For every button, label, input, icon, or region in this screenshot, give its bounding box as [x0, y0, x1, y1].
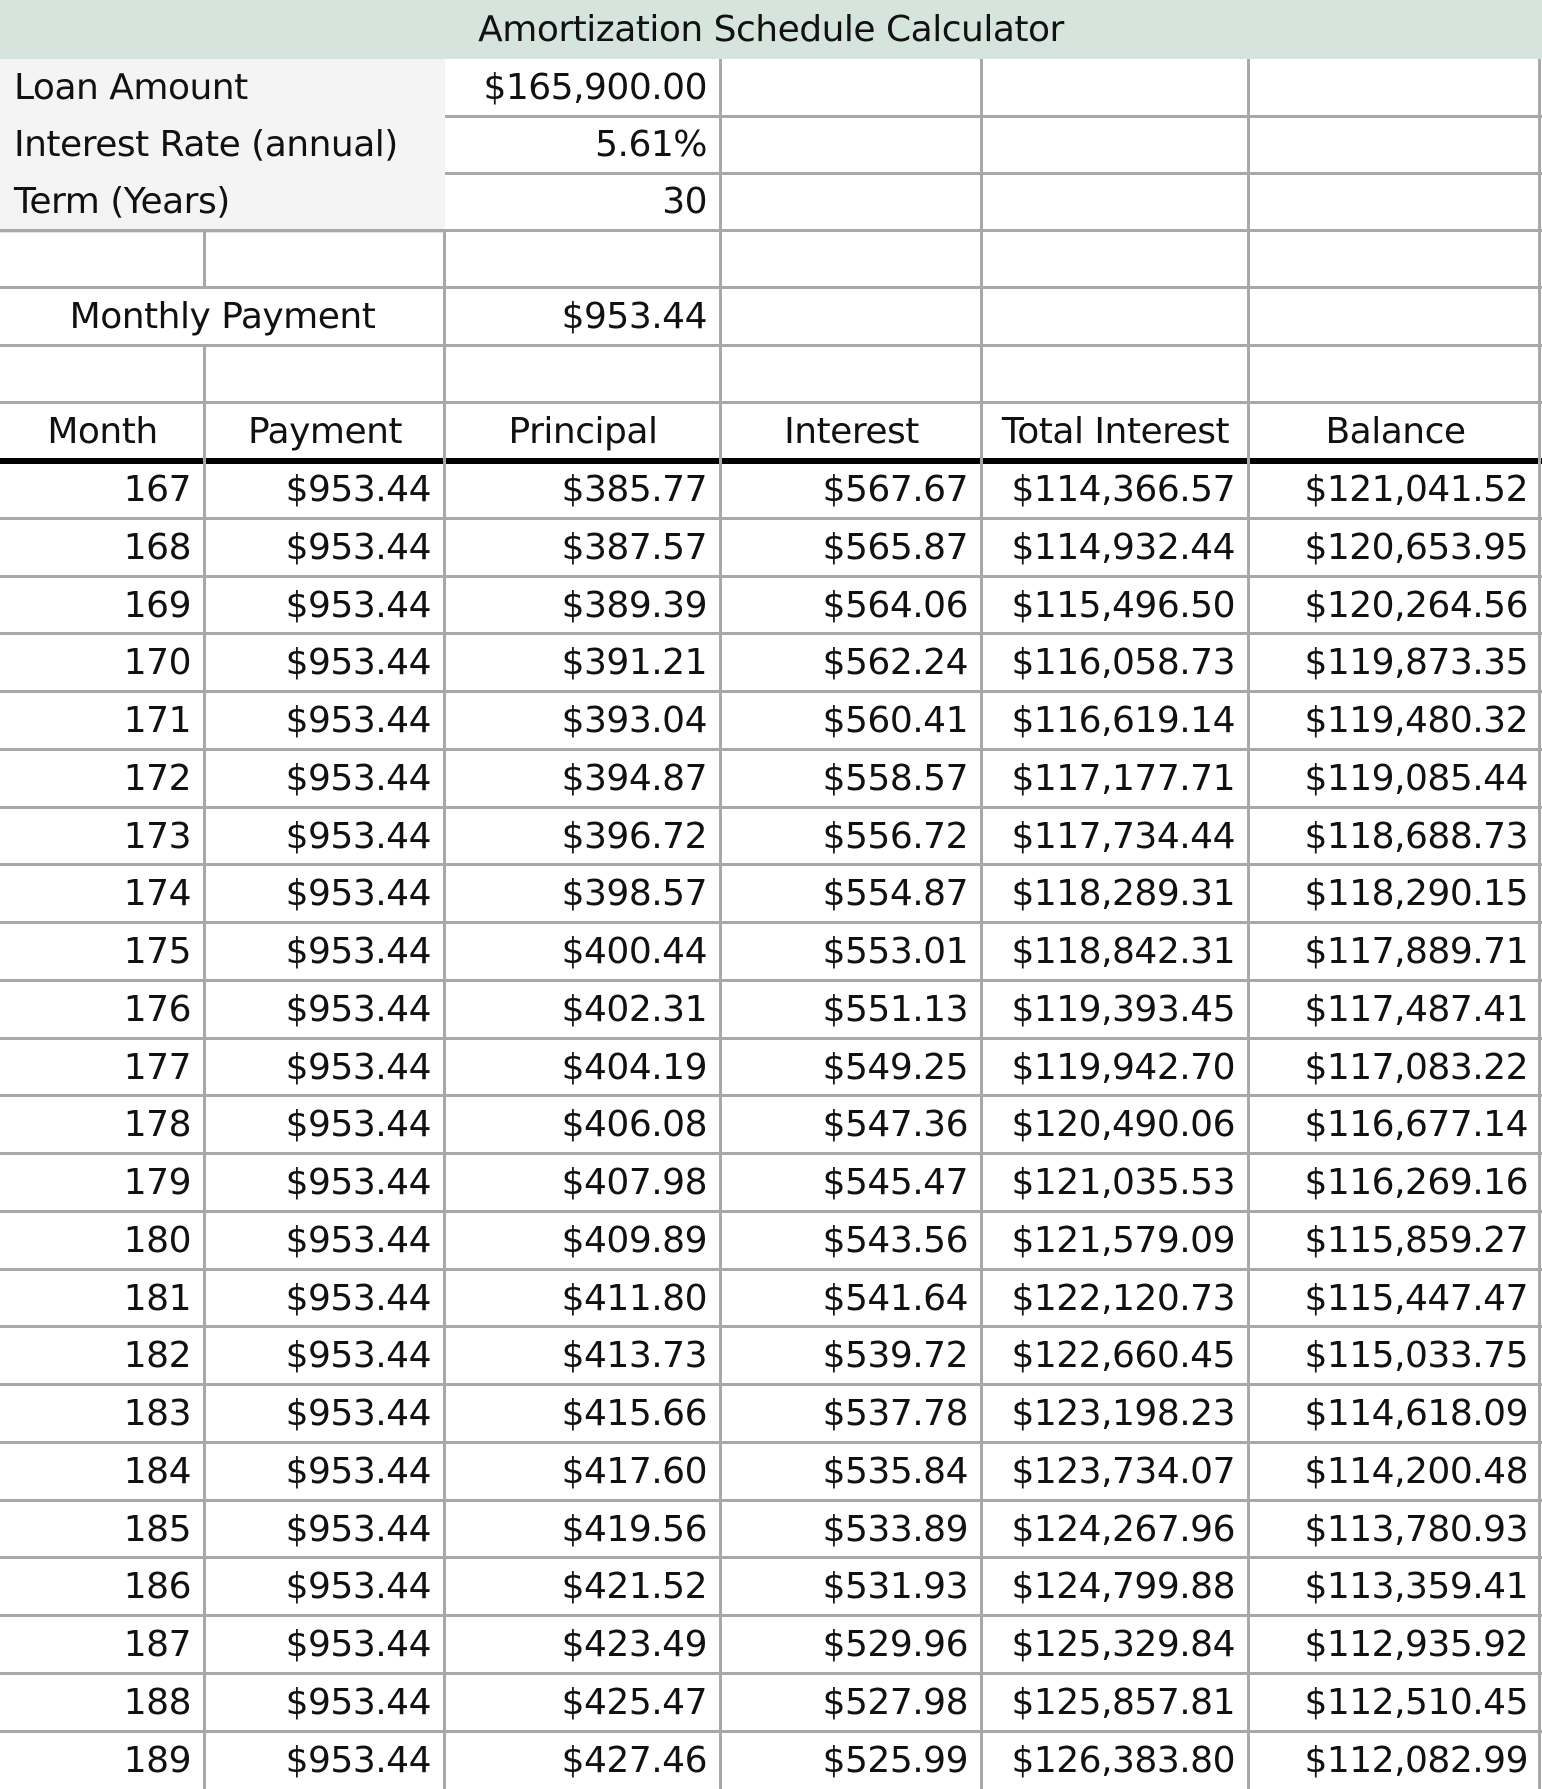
cell-principal[interactable]: $409.89	[561, 1219, 707, 1261]
cell-principal[interactable]: $402.31	[561, 988, 707, 1030]
cell-interest[interactable]: $543.56	[822, 1219, 968, 1261]
cell-payment[interactable]: $953.44	[285, 815, 431, 857]
cell-balance[interactable]: $120,264.56	[1304, 584, 1528, 626]
cell-payment[interactable]: $953.44	[285, 757, 431, 799]
cell-month[interactable]: 175	[123, 931, 191, 972]
cell-total-interest[interactable]: $114,366.57	[1011, 469, 1235, 510]
grid-hline	[0, 1441, 1542, 1444]
cell-principal[interactable]: $415.66	[561, 1393, 707, 1434]
cell-interest[interactable]: $556.72	[822, 815, 968, 857]
grid-hline	[0, 1037, 1542, 1040]
cell-month[interactable]: 185	[123, 1508, 191, 1550]
cell-principal[interactable]: $425.47	[561, 1681, 707, 1723]
cell-principal[interactable]: $398.57	[561, 873, 707, 915]
grid-hline	[0, 1210, 1542, 1213]
cell-payment[interactable]: $953.44	[285, 700, 431, 741]
loan-amount-label: Loan Amount	[14, 67, 248, 108]
grid-vline	[980, 59, 983, 1789]
grid-vline	[1538, 59, 1541, 1789]
cell-month[interactable]: 173	[123, 815, 191, 857]
cell-principal[interactable]: $417.60	[561, 1450, 707, 1492]
grid-hline	[0, 921, 1542, 924]
cell-total-interest[interactable]: $121,035.53	[1011, 1162, 1235, 1203]
cell-balance[interactable]: $115,033.75	[1304, 1335, 1528, 1377]
grid-hline	[0, 1730, 1542, 1733]
cell-principal[interactable]: $421.52	[561, 1566, 707, 1608]
cell-interest[interactable]: $565.87	[822, 526, 968, 568]
cell-total-interest[interactable]: $118,289.31	[1011, 873, 1235, 915]
cell-interest[interactable]: $527.98	[822, 1681, 968, 1723]
cell-month[interactable]: 174	[123, 873, 191, 915]
cell-total-interest[interactable]: $126,383.80	[1011, 1739, 1235, 1781]
cell-balance[interactable]: $118,290.15	[1304, 873, 1528, 915]
cell-interest[interactable]: $558.57	[822, 757, 968, 799]
cell-balance[interactable]: $112,082.99	[1304, 1739, 1528, 1781]
cell-balance[interactable]: $114,200.48	[1304, 1450, 1528, 1492]
column-header-principal[interactable]: Principal	[508, 411, 658, 452]
cell-balance[interactable]: $120,653.95	[1304, 526, 1528, 568]
cell-month[interactable]: 170	[123, 642, 191, 684]
cell-month[interactable]: 171	[123, 700, 191, 741]
cell-balance[interactable]: $117,083.22	[1304, 1046, 1528, 1088]
cell-principal[interactable]: $400.44	[561, 931, 707, 972]
grid-hline	[0, 575, 1542, 578]
cell-payment[interactable]: $953.44	[285, 873, 431, 915]
cell-payment[interactable]: $953.44	[285, 1219, 431, 1261]
cell-total-interest[interactable]: $116,058.73	[1011, 642, 1235, 684]
grid-hline	[0, 1672, 1542, 1675]
cell-principal[interactable]: $406.08	[561, 1104, 707, 1146]
cell-total-interest[interactable]: $125,329.84	[1011, 1624, 1235, 1665]
cell-payment[interactable]: $953.44	[285, 1393, 431, 1434]
cell-total-interest[interactable]: $124,267.96	[1011, 1508, 1235, 1550]
cell-interest[interactable]: $537.78	[822, 1393, 968, 1434]
cell-principal[interactable]: $393.04	[561, 700, 707, 741]
cell-payment[interactable]: $953.44	[285, 1681, 431, 1723]
grid-hline	[0, 1268, 1542, 1271]
cell-interest[interactable]: $539.72	[822, 1335, 968, 1377]
cell-interest[interactable]: $562.24	[822, 642, 968, 684]
term-cell[interactable]: 30	[662, 181, 707, 222]
grid-vline	[719, 59, 722, 1789]
grid-hline	[0, 344, 1542, 347]
grid-hline	[0, 229, 1542, 232]
grid-hline	[0, 806, 1542, 809]
grid-hline	[0, 401, 1542, 404]
cell-principal[interactable]: $419.56	[561, 1508, 707, 1550]
cell-payment[interactable]: $953.44	[285, 988, 431, 1030]
cell-payment[interactable]: $953.44	[285, 1335, 431, 1377]
cell-total-interest[interactable]: $120,490.06	[1011, 1104, 1235, 1146]
cell-payment[interactable]: $953.44	[285, 931, 431, 972]
cell-month[interactable]: 177	[123, 1046, 191, 1088]
cell-interest[interactable]: $533.89	[822, 1508, 968, 1550]
cell-balance[interactable]: $117,889.71	[1304, 931, 1528, 972]
cell-payment[interactable]: $953.44	[285, 1566, 431, 1608]
cell-payment[interactable]: $953.44	[285, 1450, 431, 1492]
cell-balance[interactable]: $113,359.41	[1304, 1566, 1528, 1608]
grid-hline	[0, 1499, 1542, 1502]
cell-month[interactable]: 183	[123, 1393, 191, 1434]
cell-payment[interactable]: $953.44	[285, 1162, 431, 1203]
cell-principal[interactable]: $394.87	[561, 757, 707, 799]
cell-payment[interactable]: $953.44	[285, 1624, 431, 1665]
cell-balance[interactable]: $121,041.52	[1304, 469, 1528, 510]
cell-total-interest[interactable]: $124,799.88	[1011, 1566, 1235, 1608]
cell-payment[interactable]: $953.44	[285, 1046, 431, 1088]
cell-month[interactable]: 189	[123, 1739, 191, 1781]
cell-interest[interactable]: $535.84	[822, 1450, 968, 1492]
cell-interest[interactable]: $567.67	[822, 469, 968, 510]
cell-interest[interactable]: $529.96	[822, 1624, 968, 1665]
grid-hline	[445, 172, 1542, 175]
cell-month[interactable]: 179	[123, 1162, 191, 1203]
cell-balance[interactable]: $117,487.41	[1304, 988, 1528, 1030]
cell-payment[interactable]: $953.44	[285, 1104, 431, 1146]
grid-hline	[0, 632, 1542, 635]
cell-interest[interactable]: $564.06	[822, 584, 968, 626]
monthly-payment-label: Monthly Payment	[69, 296, 376, 337]
cell-total-interest[interactable]: $123,734.07	[1011, 1450, 1235, 1492]
monthly-payment-cell[interactable]: $953.44	[561, 296, 707, 337]
cell-balance[interactable]: $118,688.73	[1304, 815, 1528, 857]
cell-interest[interactable]: $531.93	[822, 1566, 968, 1608]
cell-total-interest[interactable]: $119,393.45	[1011, 988, 1235, 1030]
cell-payment[interactable]: $953.44	[285, 469, 431, 510]
cell-principal[interactable]: $423.49	[561, 1624, 707, 1665]
cell-payment[interactable]: $953.44	[285, 1508, 431, 1550]
grid-vline	[203, 346, 206, 1789]
cell-payment[interactable]: $953.44	[285, 526, 431, 568]
cell-total-interest[interactable]: $119,942.70	[1011, 1046, 1235, 1088]
cell-month[interactable]: 172	[123, 757, 191, 799]
grid-hline	[0, 979, 1542, 982]
cell-payment[interactable]: $953.44	[285, 1277, 431, 1319]
cell-interest[interactable]: $549.25	[822, 1046, 968, 1088]
cell-interest[interactable]: $553.01	[822, 931, 968, 972]
cell-month[interactable]: 169	[123, 584, 191, 626]
interest-rate-cell[interactable]: 5.61%	[595, 124, 707, 165]
cell-balance[interactable]: $115,859.27	[1304, 1219, 1528, 1261]
grid-hline	[0, 1614, 1542, 1617]
cell-total-interest[interactable]: $125,857.81	[1011, 1681, 1235, 1723]
cell-total-interest[interactable]: $117,177.71	[1011, 757, 1235, 799]
cell-principal[interactable]: $385.77	[561, 469, 707, 510]
cell-principal[interactable]: $413.73	[561, 1335, 707, 1377]
grid-hline	[0, 517, 1542, 520]
cell-total-interest[interactable]: $122,660.45	[1011, 1335, 1235, 1377]
sheet-title: Amortization Schedule Calculator	[0, 0, 1542, 59]
cell-total-interest[interactable]: $117,734.44	[1011, 815, 1235, 857]
cell-interest[interactable]: $551.13	[822, 988, 968, 1030]
cell-total-interest[interactable]: $116,619.14	[1011, 700, 1235, 741]
loan-amount-cell[interactable]: $165,900.00	[483, 67, 707, 108]
cell-balance[interactable]: $119,480.32	[1304, 700, 1528, 741]
cell-total-interest[interactable]: $123,198.23	[1011, 1393, 1235, 1434]
term-label: Term (Years)	[14, 181, 230, 222]
cell-month[interactable]: 180	[123, 1219, 191, 1261]
cell-interest[interactable]: $545.47	[822, 1162, 968, 1203]
grid-vline	[443, 229, 446, 1789]
header-rule	[0, 458, 1542, 464]
cell-principal[interactable]: $427.46	[561, 1739, 707, 1781]
cell-balance[interactable]: $119,085.44	[1304, 757, 1528, 799]
cell-balance[interactable]: $113,780.93	[1304, 1508, 1528, 1550]
cell-total-interest[interactable]: $121,579.09	[1011, 1219, 1235, 1261]
grid-hline	[0, 1094, 1542, 1097]
cell-payment[interactable]: $953.44	[285, 1739, 431, 1781]
cell-balance[interactable]: $116,677.14	[1304, 1104, 1528, 1146]
cell-interest[interactable]: $541.64	[822, 1277, 968, 1319]
column-header-total-interest[interactable]: Total Interest	[1001, 411, 1230, 452]
grid-hline	[0, 863, 1542, 866]
cell-balance[interactable]: $115,447.47	[1304, 1277, 1528, 1319]
grid-vline	[203, 231, 206, 286]
grid-hline	[445, 115, 1542, 118]
cell-month[interactable]: 184	[123, 1450, 191, 1492]
cell-total-interest[interactable]: $114,932.44	[1011, 526, 1235, 568]
cell-month[interactable]: 176	[123, 988, 191, 1030]
grid-hline	[0, 690, 1542, 693]
cell-interest[interactable]: $525.99	[822, 1739, 968, 1781]
grid-hline	[0, 1556, 1542, 1559]
cell-balance[interactable]: $116,269.16	[1304, 1162, 1528, 1203]
grid-hline	[0, 1383, 1542, 1386]
grid-hline	[0, 748, 1542, 751]
cell-month[interactable]: 181	[123, 1277, 191, 1319]
cell-month[interactable]: 178	[123, 1104, 191, 1146]
cell-payment[interactable]: $953.44	[285, 642, 431, 684]
cell-month[interactable]: 186	[123, 1566, 191, 1608]
cell-month[interactable]: 182	[123, 1335, 191, 1377]
column-header-month[interactable]: Month	[47, 411, 158, 452]
cell-month[interactable]: 168	[123, 526, 191, 568]
cell-balance[interactable]: $112,935.92	[1304, 1624, 1528, 1665]
cell-interest[interactable]: $554.87	[822, 873, 968, 915]
cell-month[interactable]: 167	[123, 469, 191, 510]
cell-total-interest[interactable]: $118,842.31	[1011, 931, 1235, 972]
cell-principal[interactable]: $407.98	[561, 1162, 707, 1203]
cell-balance[interactable]: $112,510.45	[1304, 1681, 1528, 1723]
cell-balance[interactable]: $114,618.09	[1304, 1393, 1528, 1434]
cell-total-interest[interactable]: $115,496.50	[1011, 584, 1235, 626]
grid-vline	[1247, 59, 1250, 1789]
cell-principal[interactable]: $389.39	[561, 584, 707, 626]
cell-month[interactable]: 187	[123, 1624, 191, 1665]
interest-rate-label: Interest Rate (annual)	[14, 124, 398, 165]
column-header-payment[interactable]: Payment	[247, 411, 403, 452]
cell-balance[interactable]: $119,873.35	[1304, 642, 1528, 684]
cell-principal[interactable]: $391.21	[561, 642, 707, 684]
cell-principal[interactable]: $387.57	[561, 526, 707, 568]
cell-month[interactable]: 188	[123, 1681, 191, 1723]
cell-principal[interactable]: $411.80	[561, 1277, 707, 1319]
cell-principal[interactable]: $404.19	[561, 1046, 707, 1088]
grid-hline	[0, 1152, 1542, 1155]
cell-interest[interactable]: $560.41	[822, 700, 968, 741]
cell-payment[interactable]: $953.44	[285, 584, 431, 626]
column-header-interest[interactable]: Interest	[784, 411, 919, 452]
cell-principal[interactable]: $396.72	[561, 815, 707, 857]
cell-total-interest[interactable]: $122,120.73	[1011, 1277, 1235, 1319]
cell-interest[interactable]: $547.36	[822, 1104, 968, 1146]
grid-hline	[0, 1325, 1542, 1328]
column-header-balance[interactable]: Balance	[1325, 411, 1466, 452]
grid-hline	[0, 286, 1542, 289]
